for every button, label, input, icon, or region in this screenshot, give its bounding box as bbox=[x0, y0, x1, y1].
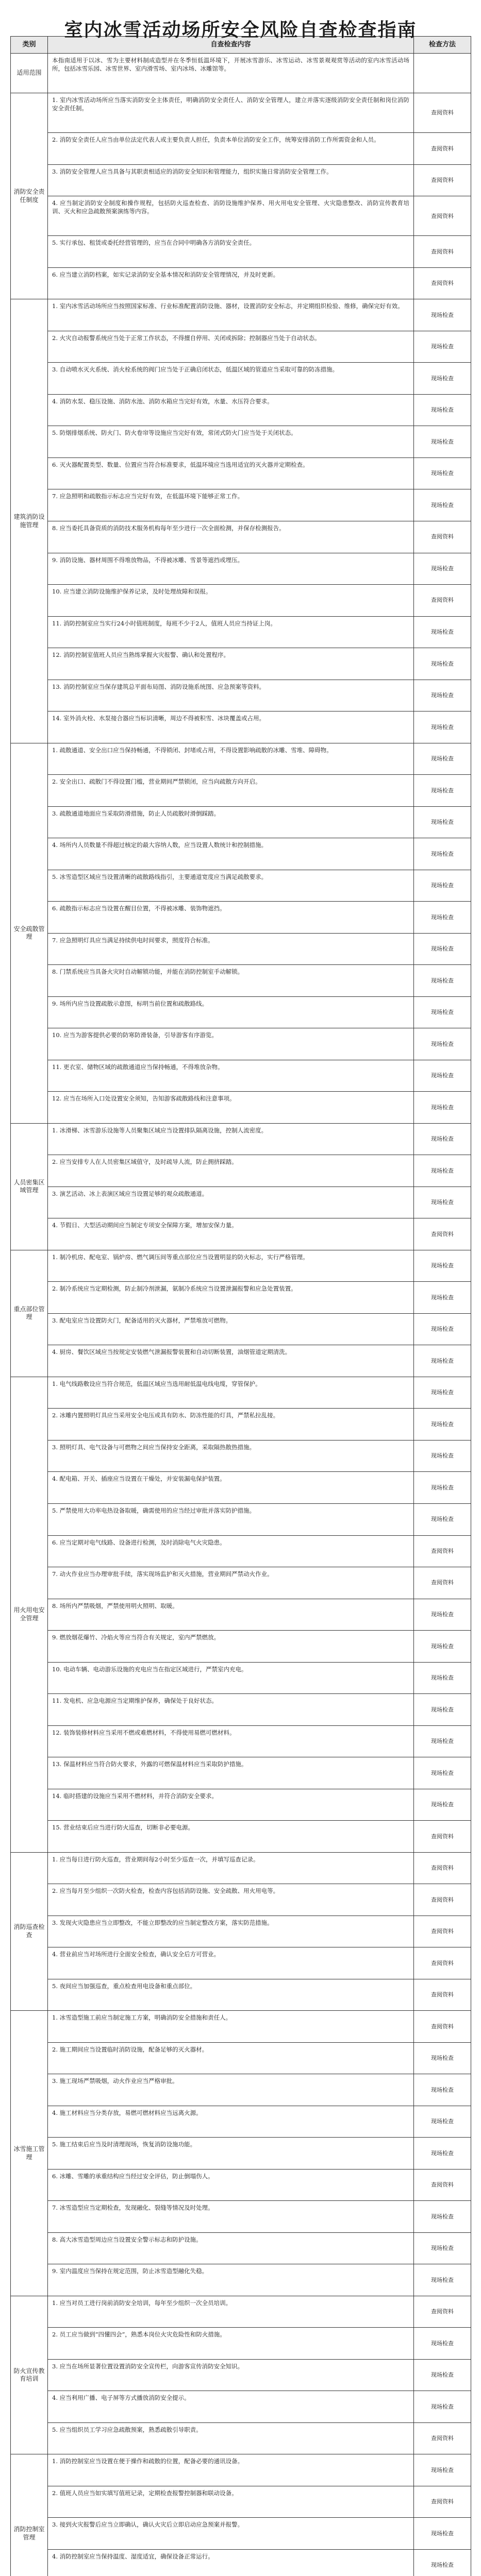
item-text: 3. 消防安全管理人应当具备与其职责相适应的消防安全知识和管理能力，组织实施日常消防安全管理工作。 bbox=[48, 164, 414, 196]
method-cell: 现场检查 bbox=[414, 2138, 471, 2170]
item-text: 1. 应当对员工进行岗前消防安全培训，每年至少组织一次全员培训。 bbox=[48, 2296, 414, 2328]
method-cell: 现场检查 bbox=[414, 2359, 471, 2391]
table-row bbox=[11, 1725, 471, 1757]
method-cell: 现场检查 bbox=[414, 553, 471, 585]
table-row bbox=[11, 743, 471, 775]
table-row bbox=[11, 1662, 471, 1694]
table-row bbox=[11, 2264, 471, 2296]
category-cell: 建筑消防设施管理 bbox=[11, 299, 48, 743]
item-text: 13. 消防控制室应当保存建筑总平面布局图、消防设施系统图、应急预案等资料。 bbox=[48, 680, 414, 711]
item-text: 2. 值班人员应当如实填写值班记录，定期检查报警控制器和联动设备。 bbox=[48, 2486, 414, 2518]
item-text: 15. 营业结束后应当进行防火巡查，切断非必要电源。 bbox=[48, 1821, 414, 1853]
table-row bbox=[11, 1440, 471, 1472]
method-cell: 现场检查 bbox=[414, 648, 471, 680]
header-category: 类别 bbox=[11, 37, 48, 54]
method-cell: 查阅资料 bbox=[414, 1218, 471, 1250]
method-cell: 查阅资料 bbox=[414, 1535, 471, 1567]
method-cell: 查阅资料 bbox=[414, 1852, 471, 1884]
table-row bbox=[11, 394, 471, 426]
method-cell: 现场检查 bbox=[414, 1472, 471, 1504]
table-row bbox=[11, 838, 471, 870]
item-text: 6. 疏散指示标志应当设置在醒目位置，不得被冰雕、装饰物遮挡。 bbox=[48, 902, 414, 934]
item-text: 1. 应当每日进行防火巡查，营业期间每2小时至少巡查一次，并填写巡查记录。 bbox=[48, 1852, 414, 1884]
table-row bbox=[11, 2232, 471, 2264]
item-text: 1. 室内冰雪活动场所应当按照国家标准、行业标准配置消防设施、器材，设置消防安全标志，并定期组织检验、维修，确保完好有效。 bbox=[48, 299, 414, 331]
method-cell: 现场检查 bbox=[414, 1155, 471, 1187]
method-cell: 现场检查 bbox=[414, 1313, 471, 1345]
method-cell: 现场检查 bbox=[414, 1060, 471, 1092]
item-text: 11. 发电机、应急电源应当定期维护保养，确保处于良好状态。 bbox=[48, 1694, 414, 1726]
method-cell: 现场检查 bbox=[414, 1409, 471, 1440]
table-row bbox=[11, 2391, 471, 2423]
header-item: 自查检查内容 bbox=[48, 37, 414, 54]
item-text: 14. 室外消火栓、水泵接合器应当标识清晰，周边不得被积雪、冰块覆盖或占用。 bbox=[48, 711, 414, 743]
item-text: 3. 接到火灾报警后应当立即确认，确认火灾后立即启动应急预案并报警。 bbox=[48, 2518, 414, 2550]
method-cell: 现场检查 bbox=[414, 1694, 471, 1726]
item-text: 5. 防烟排烟系统、防火门、防火卷帘等设施应当完好有效，常闭式防火门应当处于关闭状态。 bbox=[48, 426, 414, 458]
table-row bbox=[11, 1631, 471, 1663]
category-cell: 冰雪施工管理 bbox=[11, 2011, 48, 2296]
method-cell: 现场检查 bbox=[414, 2042, 471, 2074]
category-cell: 重点部位管理 bbox=[11, 1250, 48, 1377]
table-row bbox=[11, 1916, 471, 1947]
method-cell: 现场检查 bbox=[414, 2106, 471, 2138]
method-cell: 现场检查 bbox=[414, 806, 471, 838]
table-row bbox=[11, 1757, 471, 1789]
table-row bbox=[11, 1694, 471, 1726]
table-row bbox=[11, 2359, 471, 2391]
item-text: 9. 场所内应当设置疏散示意图，标明当前位置和疏散路线。 bbox=[48, 996, 414, 1028]
method-cell: 现场检查 bbox=[414, 2518, 471, 2550]
method-cell: 现场检查 bbox=[414, 1662, 471, 1694]
category-cell: 适用范围 bbox=[11, 54, 48, 93]
method-cell: 查阅资料 bbox=[414, 2169, 471, 2201]
item-text: 2. 应当每月至少组织一次防火检查，检查内容包括消防设施、安全疏散、用火用电等。 bbox=[48, 1884, 414, 1916]
method-cell: 现场检查 bbox=[414, 743, 471, 775]
method-cell: 现场检查 bbox=[414, 775, 471, 807]
method-cell: 现场检查 bbox=[414, 2454, 471, 2486]
item-text: 11. 消防控制室应当实行24小时值班制度，每班不少于2人，值班人员应当持证上岗。 bbox=[48, 616, 414, 648]
item-text: 2. 消防安全责任人应当由单位法定代表人或主要负责人担任，负责本单位消防安全工作，统筹安排消防工作所需资金和人员。 bbox=[48, 133, 414, 165]
table-row bbox=[11, 902, 471, 934]
method-cell: 现场检查 bbox=[414, 2074, 471, 2106]
item-text: 2. 施工期间应当设置临时消防设施，配备足够的灭火器材。 bbox=[48, 2042, 414, 2074]
item-text: 4. 应当利用广播、电子屏等方式播放消防安全提示。 bbox=[48, 2391, 414, 2423]
method-cell: 现场检查 bbox=[414, 711, 471, 743]
table-row bbox=[11, 1313, 471, 1345]
item-text: 10. 应当为游客提供必要的防寒防滑装备，引导游客有序游览。 bbox=[48, 1028, 414, 1060]
table-row bbox=[11, 1187, 471, 1218]
item-text: 10. 电动车辆、电动游乐设施的充电应当在指定区域进行，严禁室内充电。 bbox=[48, 1662, 414, 1694]
method-cell: 现场检查 bbox=[414, 1725, 471, 1757]
table-row bbox=[11, 1535, 471, 1567]
item-text: 7. 应急照明灯具应当满足持续供电时间要求，照度符合标准。 bbox=[48, 933, 414, 965]
table-row bbox=[11, 236, 471, 268]
item-text: 5. 夜间应当加强巡查，重点检查用电设备和重点部位。 bbox=[48, 1979, 414, 2011]
item-text: 5. 实行承包、租赁或委托经营管理的，应当在合同中明确各方消防安全责任。 bbox=[48, 236, 414, 268]
table-row bbox=[11, 1123, 471, 1155]
item-text: 8. 应当委托具备资质的消防技术服务机构每年至少进行一次全面检测，并保存检测报告。 bbox=[48, 521, 414, 553]
method-cell: 现场检查 bbox=[414, 1123, 471, 1155]
category-cell: 消防巡查检查 bbox=[11, 1852, 48, 2011]
method-cell: 查阅资料 bbox=[414, 196, 471, 236]
table-row bbox=[11, 2550, 471, 2576]
method-cell: 现场检查 bbox=[414, 394, 471, 426]
item-text: 5. 严禁使用大功率电热设备取暖，确需使用的应当经过审批并落实防护措施。 bbox=[48, 1503, 414, 1535]
item-text: 8. 场所内严禁吸烟，严禁使用明火照明、取暖。 bbox=[48, 1599, 414, 1631]
method-cell: 现场检查 bbox=[414, 1092, 471, 1124]
table-row bbox=[11, 1599, 471, 1631]
method-cell: 现场检查 bbox=[414, 2201, 471, 2233]
item-text: 3. 自动喷水灭火系统、消火栓系统的阀门应当处于正确启闭状态，低温区域的管道应当采取可靠的防冻措施。 bbox=[48, 363, 414, 395]
method-cell: 查阅资料 bbox=[414, 2486, 471, 2518]
method-cell: 查阅资料 bbox=[414, 2011, 471, 2043]
method-cell: 现场检查 bbox=[414, 363, 471, 395]
item-text: 1. 冰雪造型施工前应当制定施工方案，明确消防安全措施和责任人。 bbox=[48, 2011, 414, 2043]
item-text: 12. 消防控制室值班人员应当熟练掌握火灾报警、确认和处置程序。 bbox=[48, 648, 414, 680]
table-row bbox=[11, 1852, 471, 1884]
table-row bbox=[11, 196, 471, 236]
category-cell: 人员密集区域管理 bbox=[11, 1123, 48, 1250]
method-cell: 查阅资料 bbox=[414, 1884, 471, 1916]
table-row bbox=[11, 1789, 471, 1821]
table-row bbox=[11, 133, 471, 165]
table-row bbox=[11, 164, 471, 196]
item-text: 12. 应当在场所入口处设置安全须知，告知游客疏散路线和注意事项。 bbox=[48, 1092, 414, 1124]
item-text: 4. 消防水泵、稳压设施、消防水池、消防水箱应当完好有效，水量、水压符合要求。 bbox=[48, 394, 414, 426]
table-row bbox=[11, 426, 471, 458]
table-row bbox=[11, 2201, 471, 2233]
item-text: 6. 应当定期对电气线路、设备进行检测，及时消除电气火灾隐患。 bbox=[48, 1535, 414, 1567]
method-cell: 现场检查 bbox=[414, 299, 471, 331]
item-text: 3. 应当在场所显著位置设置消防安全宣传栏，向游客宣传消防安全知识。 bbox=[48, 2359, 414, 2391]
method-cell: 现场检查 bbox=[414, 1028, 471, 1060]
table-row bbox=[11, 1567, 471, 1599]
table-row bbox=[11, 1884, 471, 1916]
item-text: 2. 制冷系统应当定期检测，防止制冷剂泄漏，氨制冷系统应当设置泄漏报警和应急处置装置。 bbox=[48, 1282, 414, 1314]
item-text: 4. 消防控制室应当保持温度、湿度适宜，确保设备正常运行。 bbox=[48, 2550, 414, 2576]
method-cell: 现场检查 bbox=[414, 1503, 471, 1535]
item-text: 4. 节假日、大型活动期间应当制定专项安全保障方案，增加安保力量。 bbox=[48, 1218, 414, 1250]
table-row bbox=[11, 521, 471, 553]
method-cell: 现场检查 bbox=[414, 1757, 471, 1789]
table-row bbox=[11, 553, 471, 585]
item-text: 7. 应急照明和疏散指示标志应当完好有效，在低温环境下能够正常工作。 bbox=[48, 489, 414, 521]
table-row bbox=[11, 1155, 471, 1187]
method-cell: 查阅资料 bbox=[414, 93, 471, 133]
table-row bbox=[11, 1092, 471, 1124]
table-row bbox=[11, 1472, 471, 1504]
table-row bbox=[11, 711, 471, 743]
method-cell: 现场检查 bbox=[414, 870, 471, 902]
method-cell: 查阅资料 bbox=[414, 1979, 471, 2011]
method-cell: 现场检查 bbox=[414, 1377, 471, 1409]
table-row bbox=[11, 1979, 471, 2011]
table-row bbox=[11, 299, 471, 331]
category-cell: 安全疏散管理 bbox=[11, 743, 48, 1123]
item-text: 3. 演艺活动、冰上表演区域应当设置足够的观众疏散通道。 bbox=[48, 1187, 414, 1218]
category-cell: 防火宣传教育培训 bbox=[11, 2296, 48, 2454]
inspection-table bbox=[10, 36, 471, 2576]
method-cell: 现场检查 bbox=[414, 996, 471, 1028]
item-text: 13. 保温材料应当符合防火要求，外露的可燃保温材料应当采取防护措施。 bbox=[48, 1757, 414, 1789]
table-row bbox=[11, 2138, 471, 2170]
item-text: 3. 疏散通道地面应当采取防滑措施，防止人员疏散时滑倒踩踏。 bbox=[48, 806, 414, 838]
table-row bbox=[11, 2518, 471, 2550]
item-text: 7. 动火作业应当办理审批手续，落实现场监护和灭火措施，营业期间严禁动火作业。 bbox=[48, 1567, 414, 1599]
table-row bbox=[11, 1503, 471, 1535]
item-text: 6. 灭火器配置类型、数量、位置应当符合标准要求，低温环境应当选用适宜的灭火器并定期检查。 bbox=[48, 457, 414, 489]
table-row bbox=[11, 870, 471, 902]
table-row bbox=[11, 585, 471, 617]
method-cell: 现场检查 bbox=[414, 426, 471, 458]
method-cell: 查阅资料 bbox=[414, 133, 471, 165]
method-cell: 现场检查 bbox=[414, 965, 471, 997]
method-cell: 现场检查 bbox=[414, 1599, 471, 1631]
table-row bbox=[11, 1409, 471, 1440]
category-cell: 消防安全责任制度 bbox=[11, 93, 48, 299]
item-text: 2. 应当安排专人在人员密集区域值守，及时疏导人流，防止拥挤踩踏。 bbox=[48, 1155, 414, 1187]
table-row bbox=[11, 489, 471, 521]
item-text: 9. 燃放烟花爆竹、冷焰火等应当符合有关规定，室内严禁燃放。 bbox=[48, 1631, 414, 1663]
item-text: 1. 消防控制室应当设置在便于操作和疏散的位置，配备必要的通讯设备。 bbox=[48, 2454, 414, 2486]
table-row bbox=[11, 1060, 471, 1092]
method-cell: 现场检查 bbox=[414, 1345, 471, 1377]
item-text: 8. 门禁系统应当具备火灾时自动解锁功能，并能在消防控制室手动解锁。 bbox=[48, 965, 414, 997]
item-text: 6. 冰雕、雪雕的承重结构应当经过安全评估，防止倒塌伤人。 bbox=[48, 2169, 414, 2201]
method-cell: 现场检查 bbox=[414, 2391, 471, 2423]
method-cell: 查阅资料 bbox=[414, 1947, 471, 1979]
table-row bbox=[11, 775, 471, 807]
table-row bbox=[11, 267, 471, 299]
method-cell: 现场检查 bbox=[414, 1631, 471, 1663]
method-cell: 查阅资料 bbox=[414, 1821, 471, 1853]
table-row bbox=[11, 933, 471, 965]
method-cell: 现场检查 bbox=[414, 616, 471, 648]
method-cell: 现场检查 bbox=[414, 2550, 471, 2576]
item-text: 4. 应当制定消防安全制度和操作规程，包括防火巡查检查、消防设施维护保养、用火用电安全管理、火灾隐患整改、消防宣传教育培训、灭火和应急疏散预案演练等内容。 bbox=[48, 196, 414, 236]
item-text: 1. 冰滑梯、冰雪游乐设施等人员聚集区域应当设置排队隔离设施，控制人流密度。 bbox=[48, 1123, 414, 1155]
item-text: 1. 制冷机房、配电室、锅炉房、燃气调压间等重点部位应当设置明显的防火标志，实行严格管理。 bbox=[48, 1250, 414, 1282]
table-row bbox=[11, 2328, 471, 2360]
method-cell: 现场检查 bbox=[414, 1187, 471, 1218]
method-cell: 现场检查 bbox=[414, 1250, 471, 1282]
table-row bbox=[11, 1218, 471, 1250]
item-text: 4. 营业前应当对场所进行全面安全检查，确认安全后方可营业。 bbox=[48, 1947, 414, 1979]
method-cell: 查阅资料 bbox=[414, 164, 471, 196]
method-cell: 查阅资料 bbox=[414, 1567, 471, 1599]
table-row bbox=[11, 2486, 471, 2518]
item-text: 6. 应当建立消防档案，如实记录消防安全基本情况和消防安全管理情况，并及时更新。 bbox=[48, 267, 414, 299]
method-cell: 查阅资料 bbox=[414, 585, 471, 617]
item-text: 10. 应当建立消防设施维护保养记录，及时处理故障和误报。 bbox=[48, 585, 414, 617]
category-cell: 消防控制室管理 bbox=[11, 2454, 48, 2576]
item-text: 5. 冰雪造型区域应当设置清晰的疏散路线指引，主要通道宽度应当满足疏散要求。 bbox=[48, 870, 414, 902]
method-cell: 现场检查 bbox=[414, 1789, 471, 1821]
header-method: 检查方法 bbox=[414, 37, 471, 54]
table-row bbox=[11, 680, 471, 711]
table-row bbox=[11, 806, 471, 838]
table-row bbox=[11, 457, 471, 489]
table-row bbox=[11, 363, 471, 395]
page-title: 室内冰雪活动场所安全风险自查检查指南 bbox=[64, 19, 417, 41]
item-text: 2. 火灾自动报警系统应当处于正常工作状态，不得擅自停用、关闭或拆除；控制器应当处于自动状态。 bbox=[48, 331, 414, 363]
table-row bbox=[11, 2169, 471, 2201]
table-row bbox=[11, 2011, 471, 2043]
method-cell: 现场检查 bbox=[414, 331, 471, 363]
item-text: 4. 施工材料应当分类存放，易燃可燃材料应当远离火源。 bbox=[48, 2106, 414, 2138]
table-row bbox=[11, 2422, 471, 2454]
table-body bbox=[11, 54, 471, 2576]
method-cell: 查阅资料 bbox=[414, 521, 471, 553]
item-text: 9. 室内温度应当保持在规定范围，防止冰雪造型融化失稳。 bbox=[48, 2264, 414, 2296]
item-text: 4. 场所内人员数量不得超过核定的最大容纳人数，应当设置人数统计和控制措施。 bbox=[48, 838, 414, 870]
item-text: 3. 照明灯具、电气设备与可燃物之间应当保持安全距离，采取隔热散热措施。 bbox=[48, 1440, 414, 1472]
item-text: 14. 临时搭建的设施应当采用不燃材料，并符合消防安全要求。 bbox=[48, 1789, 414, 1821]
table-row bbox=[11, 2296, 471, 2328]
table-row bbox=[11, 616, 471, 648]
table-row bbox=[11, 331, 471, 363]
method-cell: 现场检查 bbox=[414, 489, 471, 521]
method-cell: 现场检查 bbox=[414, 1440, 471, 1472]
table-row bbox=[11, 2042, 471, 2074]
table-row bbox=[11, 965, 471, 997]
method-cell: 查阅资料 bbox=[414, 2296, 471, 2328]
table-row bbox=[11, 1377, 471, 1409]
table-row bbox=[11, 1282, 471, 1314]
item-text: 1. 室内冰雪活动场所应当落实消防安全主体责任，明确消防安全责任人、消防安全管理人，建立并落实逐级消防安全责任制和岗位消防安全责任制。 bbox=[48, 93, 414, 133]
item-text: 12. 装饰装修材料应当采用不燃或难燃材料，不得使用易燃可燃材料。 bbox=[48, 1725, 414, 1757]
table-row bbox=[11, 1345, 471, 1377]
item-text: 1. 电气线路敷设应当符合规范，低温区域应当选用耐低温电线电缆，穿管保护。 bbox=[48, 1377, 414, 1409]
category-cell: 用火用电安全管理 bbox=[11, 1377, 48, 1852]
item-text: 3. 配电室应当设置防火门，配备适用的灭火器材，严禁堆放可燃物。 bbox=[48, 1313, 414, 1345]
item-text: 2. 员工应当做到“四懂四会”，熟悉本岗位火灾危险性和防火措施。 bbox=[48, 2328, 414, 2360]
method-cell: 查阅资料 bbox=[414, 1916, 471, 1947]
item-text: 3. 发现火灾隐患应当立即整改，不能立即整改的应当制定整改方案，落实防范措施。 bbox=[48, 1916, 414, 1947]
method-cell: 查阅资料 bbox=[414, 2422, 471, 2454]
item-text: 8. 高大冰雪造型周边应当设置安全警示标志和防护设施。 bbox=[48, 2232, 414, 2264]
table-row bbox=[11, 2106, 471, 2138]
item-text: 9. 消防设施、器材周围不得堆放物品，不得被冰雕、雪景等遮挡或埋压。 bbox=[48, 553, 414, 585]
method-cell: 现场检查 bbox=[414, 2328, 471, 2360]
item-text: 2. 冰雕内置照明灯具应当采用安全电压或具有防水、防冻性能的灯具，严禁私拉乱接。 bbox=[48, 1409, 414, 1440]
table-row bbox=[11, 996, 471, 1028]
table-row bbox=[11, 1250, 471, 1282]
table-row bbox=[11, 1028, 471, 1060]
item-text: 1. 疏散通道、安全出口应当保持畅通，不得锁闭、封堵或占用，不得设置影响疏散的冰雕、雪堆、障碍物。 bbox=[48, 743, 414, 775]
item-text: 本指南适用于以冰、雪为主要材料制成造型并在冬季恒低温环境下，开展冰雪游乐、冰雪运动、冰雪景观观赏等活动的室内冰雪活动场所，包括冰雪乐园、冰雪世界、室内滑雪场、室内冰场、冰雕馆等。 bbox=[48, 54, 414, 93]
item-text: 7. 冰雪造型应当定期检查，发现融化、裂缝等情况及时处理。 bbox=[48, 2201, 414, 2233]
method-cell: 现场检查 bbox=[414, 2232, 471, 2264]
method-cell: 现场检查 bbox=[414, 457, 471, 489]
table-row bbox=[11, 2454, 471, 2486]
item-text: 5. 应当组织员工学习应急疏散预案，熟悉疏散引导职责。 bbox=[48, 2422, 414, 2454]
method-cell: 现场检查 bbox=[414, 902, 471, 934]
method-cell: 现场检查 bbox=[414, 1282, 471, 1314]
method-cell: 现场检查 bbox=[414, 2264, 471, 2296]
method-cell: 查阅资料 bbox=[414, 236, 471, 268]
item-text: 2. 安全出口、疏散门不得设置门槛，营业期间严禁锁闭，应当向疏散方向开启。 bbox=[48, 775, 414, 807]
table-row bbox=[11, 93, 471, 133]
item-text: 4. 配电箱、开关、插座应当设置在干燥处，并安装漏电保护装置。 bbox=[48, 1472, 414, 1504]
method-cell: 现场检查 bbox=[414, 680, 471, 711]
table-row bbox=[11, 54, 471, 93]
method-cell: 现场检查 bbox=[414, 933, 471, 965]
item-text: 11. 更衣室、储物区域的疏散通道应当保持畅通，不得堆放杂物。 bbox=[48, 1060, 414, 1092]
method-cell bbox=[414, 54, 471, 93]
table-row bbox=[11, 2074, 471, 2106]
method-cell: 查阅资料 bbox=[414, 267, 471, 299]
item-text: 3. 施工现场严禁吸烟，动火作业应当严格审批。 bbox=[48, 2074, 414, 2106]
method-cell: 现场检查 bbox=[414, 838, 471, 870]
item-text: 5. 施工结束后应当及时清理现场，恢复消防设施功能。 bbox=[48, 2138, 414, 2170]
table-row bbox=[11, 1947, 471, 1979]
table-row bbox=[11, 648, 471, 680]
table-row bbox=[11, 1821, 471, 1853]
item-text: 4. 厨房、餐饮区域应当按规定安装燃气泄漏报警装置和自动切断装置，油烟管道定期清洗。 bbox=[48, 1345, 414, 1377]
